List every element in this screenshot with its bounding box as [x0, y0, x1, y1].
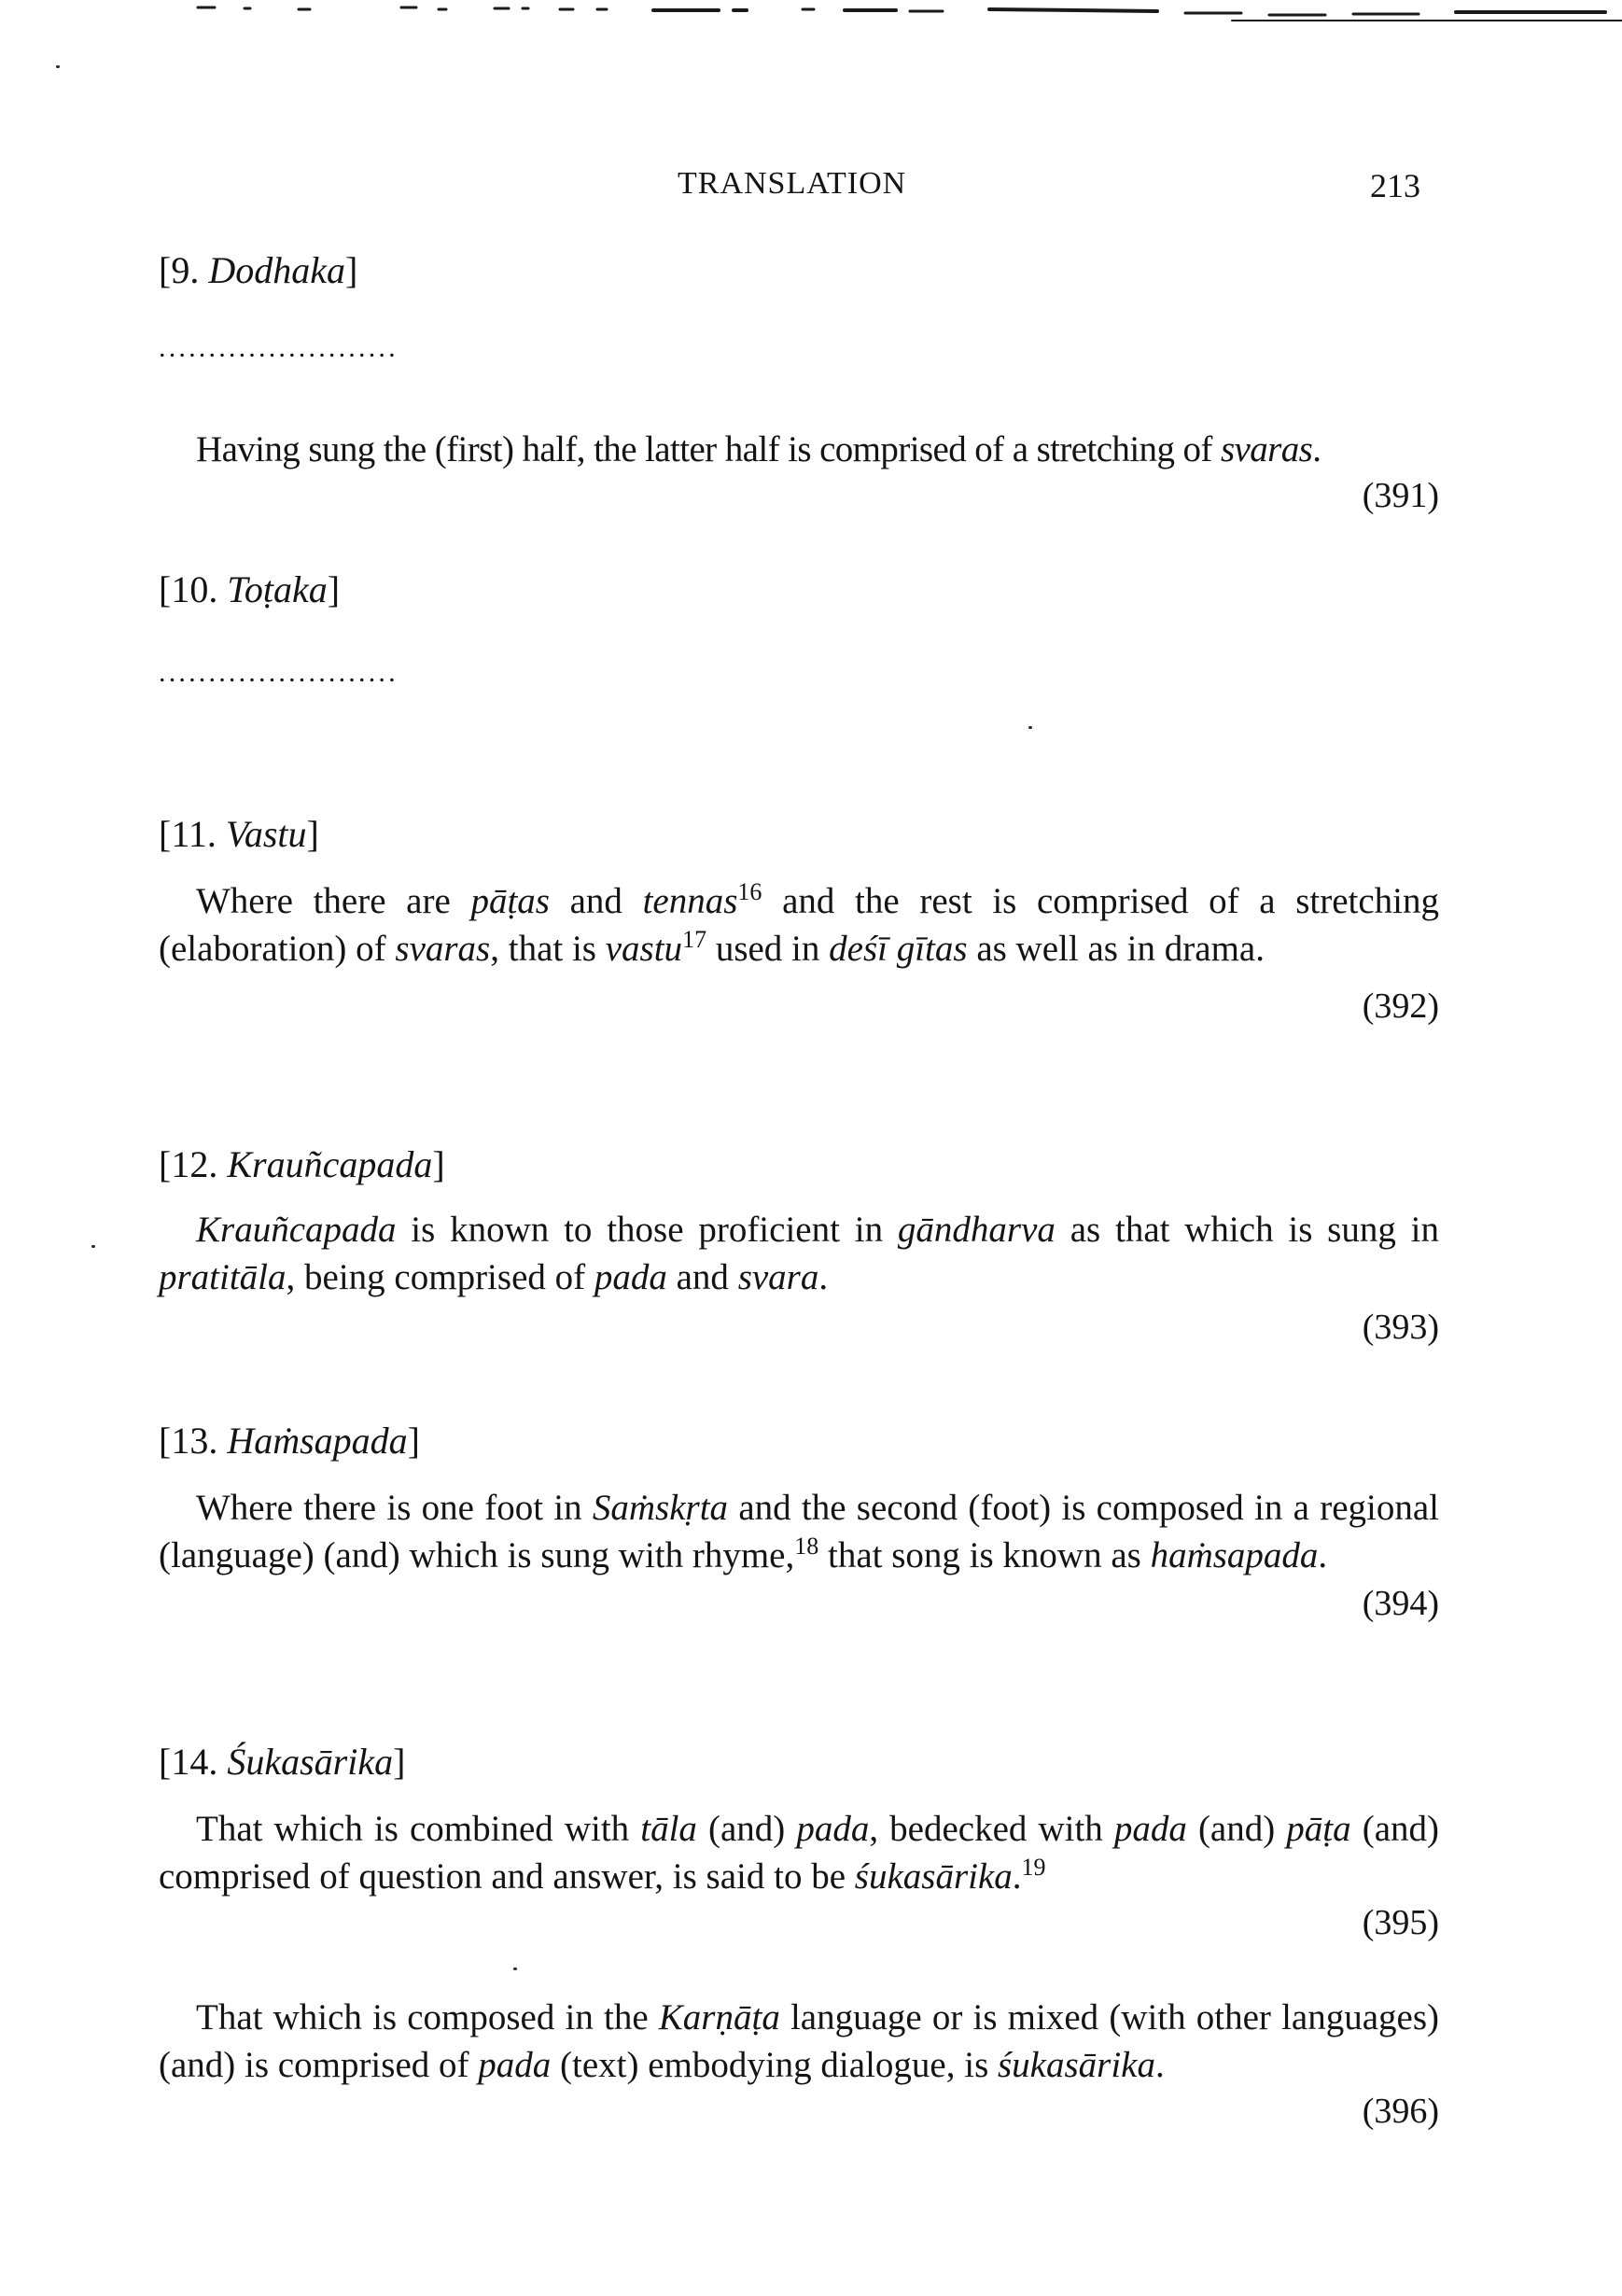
running-head: TRANSLATION — [678, 166, 907, 201]
section-vastu — [159, 812, 1439, 857]
translation-paragraph: Having sung the (first) half, the latter half is comprised of a stretching of svaras. — [196, 429, 1321, 469]
verse-number: (391) — [1362, 476, 1439, 515]
section-sukasarika — [159, 1740, 1439, 1785]
section-heading: [12. Krauñcapada] — [159, 1143, 445, 1185]
verse-392 — [159, 877, 1439, 1029]
translation-paragraph: That which is composed in the Karṇāṭa language or is mixed (with other languages) (and) is comprised of pada (text) embodying dialogue, is śukasārika. — [159, 1997, 1439, 2085]
scan-edge-artifact — [0, 0, 1622, 24]
section-heading: [9. Dodhaka] — [159, 249, 358, 291]
section-heading: [10. Toṭaka] — [159, 568, 341, 610]
text-lacuna: ........................ — [159, 332, 399, 363]
footnote-ref[interactable]: 16 — [737, 878, 762, 905]
section-heading: [13. Haṁsapada] — [159, 1420, 420, 1462]
verse-395 — [159, 1805, 1439, 1945]
verse-number: (394) — [1362, 1584, 1439, 1623]
section-hamsapada — [159, 1419, 1439, 1463]
verse-number: (393) — [1362, 1308, 1439, 1347]
verse-number: (396) — [1362, 2092, 1439, 2131]
footnote-ref[interactable]: 18 — [794, 1533, 819, 1560]
verse-393 — [159, 1206, 1439, 1350]
text-lacuna: ........................ — [159, 657, 399, 688]
scan-speck — [91, 1245, 95, 1248]
verse-391 — [159, 426, 1439, 518]
translation-paragraph: Where there are pāṭas and tennas$^{16}$ and the rest is comprised of a stretching (elaboration) of svaras, that is vastu$^{17}$ used in deśī gītas as well as in drama. — [159, 878, 1440, 969]
section-krauncapada — [159, 1142, 1439, 1187]
verse-number: (392) — [1362, 987, 1439, 1026]
translation-paragraph: Where there is one foot in Saṁskṛta and the second (foot) is composed in a regional (language) (and) which is sung with rhyme,$^{18}$ that song is known as haṁsapada. — [159, 1488, 1439, 1575]
translation-paragraph: Krauñcapada is known to those proficient in gāndharva as that which is sung in pratitāla, being comprised of pada and svara. — [159, 1210, 1439, 1297]
footnote-ref[interactable]: 19 — [1021, 1854, 1046, 1881]
page-number: 213 — [1370, 167, 1420, 204]
verse-396 — [159, 1994, 1439, 2134]
section-heading: [14. Śukasārika] — [159, 1741, 406, 1783]
translation-paragraph: That which is combined with tāla (and) pada, bedecked with pada (and) pāṭa (and) comprised of question and answer, is said to be śukasārika.$^{19}$ — [159, 1809, 1439, 1897]
scan-speck — [56, 65, 60, 68]
section-totaka — [159, 567, 1439, 612]
section-heading: [11. Vastu] — [159, 813, 319, 855]
scan-speck — [513, 1967, 517, 1970]
section-dodhaka — [159, 248, 1439, 293]
footnote-ref[interactable]: 17 — [682, 926, 707, 953]
verse-394 — [159, 1484, 1439, 1626]
verse-number: (395) — [1362, 1903, 1439, 1942]
scan-speck — [1028, 726, 1032, 729]
